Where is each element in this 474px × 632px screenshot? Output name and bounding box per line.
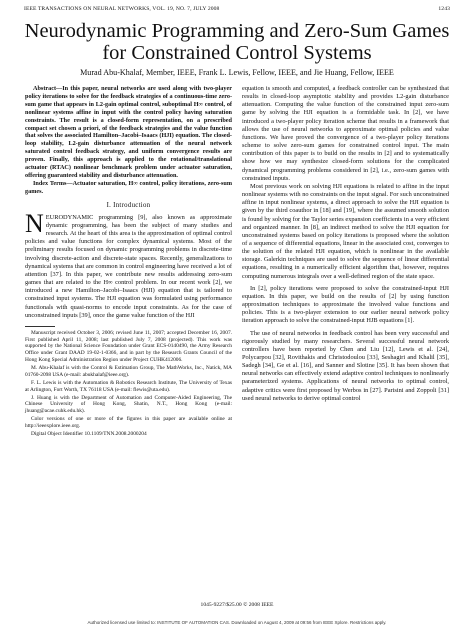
page-number: 1243	[438, 6, 450, 12]
abstract	[25, 85, 232, 196]
copyright-notice: 1045-9227/$25.00 © 2008 IEEE	[200, 602, 274, 608]
drop-cap: N	[25, 208, 44, 238]
footnote-manuscript: Manuscript received October 3, 2006; revised June 11, 2007; accepted December 16, 2007. First published April 11, 2008; last published July 7, 2008 (projected). This work was supported by the National Science Foundation under Grant ECS-0140490, the Army Research Office under Grant DAAD 19-02-1-0366, and in part by the Research Grants Council of the Hong Kong Special Administration Region under Project CUHK412006.	[25, 329, 232, 363]
section-heading-introduction: I. Introduction	[106, 201, 151, 209]
right-column	[242, 85, 449, 403]
title-line-2: for Constrained Control Systems	[102, 42, 372, 64]
index-terms: Index Terms—Actuator saturation, H∞ control, policy iterations, zero-sum games.	[25, 179, 232, 195]
right-paragraph-4: The use of neural networks in feedback control has been very successful and rigorously studied by many researchers. Several successful neural network controllers have been reported by Chen and Liu [12], Lewis et al. [24], Polycarpou [32], Rovithakis and Christodoulou [33], Seshagiri and Khalil [35], Sadegh [34], Ge et al. [16], and Sanner and Slotine [35]. It has been shown that neural networks can effectively extend adaptive control techniques to nonlinearly parameterized systems. Applications of neural networks to optimal control, adaptive critics were first proposed by Werbos in [27]. Parisini and Zoppoli [31] used neural networks to derive optimal control	[242, 329, 449, 402]
right-paragraph-3: In [2], policy iterations were proposed to solve the constrained-input HJI equation. In this paper, we build on the results of [2] by using function approximation techniques to approximate the involved value functions and policies. This is a two-player extension to our earlier neural network policy iteration approach to solve the constrained-input HJB equations [1].	[242, 284, 449, 325]
title-line-1: Neurodynamic Programming and Zero-Sum Games	[24, 20, 450, 42]
intro-paragraph	[25, 208, 232, 320]
author-list: Murad Abu-Khalaf, Member, IEEE, Frank L. Lewis, Fellow, IEEE, and Jie Huang, Fellow, IEEE	[80, 68, 394, 77]
paper-title	[20, 20, 454, 64]
footnote-rule	[25, 326, 55, 327]
footnote-author-1: M. Abu-Khalaf is with the Control & Estimation Group, The MathWorks, Inc., Natick, MA 01760-2098 USA (e-mail: abukhalaf@ieee.org).	[25, 364, 232, 378]
abstract-text: Abstract—In this paper, neural networks are used along with two-player policy iterations to solve for the feedback strategies of a continuous-time zero-sum game that appears in L2-gain optimal control, suboptimal H∞ control, of nonlinear systems affine in input with the control policy having saturation constraints. The result is a closed-form representation, on a prescribed compact set chosen a priori, of the feedback strategies and the value function that solves the associated Hamilton–Jacobi–Isaacs (HJI) equation. The closed-loop stability, L2-gain disturbance attenuation of the neural network saturated control feedback strategy, and uniform convergence results are proven. Finally, this approach is applied to the rotational/translational actuator (RTAC) nonlinear benchmark problem under actuator saturation, offering guaranteed stability and disturbance attenuation.	[25, 85, 232, 179]
right-paragraph-1: equation is smooth and computed, a feedback controller can be synthesized that results in closed-loop asymptotic stability and provides L2-gain disturbance attenuation. Computing the value function of the constrained input zero-sum game by solving the HJI equation is a formidable task. In [2], we have introduced a two-player policy iteration scheme that results in a framework that allows the use of neural networks to approximate optimal policies and value functions. We have proved the convergence of a two-player policy iterations scheme to solve zero-sum games for constrained control input. The main contribution of this paper is to build on the results in [2] and to systematically show how we may synthesize closed-form solutions for the complicated dynamical programming problems considered in [2], i.e., zero-sum games with constrained inputs.	[242, 85, 449, 182]
intro-paragraph-text: EURODYNAMIC programming [9], also known as approximate dynamic programming, has been the subject of many studies and research. At the heart of this area is the approximation of optimal control policies and value functions for complex dynamical systems. Most of the preliminary results focused on dynamic programming problems in discrete-time involving discrete-action and discrete-state spaces. Recently, generalizations to dynamical systems that are common in control engineering have received a lot of attention [37]. In this paper, we contribute new results addressing zero-sum games that are related to the H∞ control problem. In our recent work [2], we introduced a new Hamilton–Jacobi–Isaacs (HJI) equation that is tailored to constrained input systems. The HJI equation was formulated using performance functionals with quasi-norms to encode input constraints. As for the case of unconstrained inputs [39], once the game value function of the HJI	[25, 213, 232, 319]
running-header	[24, 6, 450, 16]
right-paragraph-2: Most previous work on solving HJI equations is related to affine in the input nonlinear systems with no constraints on the input signal. For such unconstrained affine in input nonlinear systems, a direct approach to solve the HJI equation is given by the third coauthor in [18] and [19], where the assumed smooth solution is found by solving for the Taylor series expansion coefficients in a very efficient and organized manner. In [8], an indirect method to solve the HJI equation for unconstrained systems based on policy iterations is proposed where the solution of a sequence of differential equations, linear in the associated cost, converges to the solution of the related HJI equation, which is nonlinear in the available storage. Galerkin techniques are used to solve the sequence of linear differential equations, resulting in a numerically efficient algorithm that, however, requires computing numerous integrals over a well-defined region of the state space.	[242, 182, 449, 280]
footnote-author-3: J. Huang is with the Department of Automation and Computer-Aided Engineering, The Chinese University of Hong Kong, Shatin, N.T., Hong Kong (e-mail: jhuang@acae.cuhk.edu.hk).	[25, 394, 232, 415]
left-column	[25, 85, 232, 439]
footnote-author-2: F. L. Lewis is with the Automation & Robotics Research Institute, The University of Texas at Arlington, Fort Worth, TX 76118 USA (e-mail: flewis@uta.edu).	[25, 379, 232, 393]
footnote-doi: Digital Object Identifier 10.1109/TNN.2008.2000204	[31, 431, 147, 438]
license-notice: Authorized licensed use limited to: INSTITUTE OF AUTOMATION CAS. Downloaded on August 4, 2009 at 09:56 from IEEE Xplore. Restrictions apply.	[87, 620, 387, 625]
footnotes	[25, 326, 232, 438]
footnote-color: Color versions of one or more of the figures in this paper are available online at http://ieeexplore.ieee.org.	[25, 416, 232, 430]
journal-name: IEEE TRANSACTIONS ON NEURAL NETWORKS, VOL. 19, NO. 7, JULY 2008	[24, 6, 220, 12]
